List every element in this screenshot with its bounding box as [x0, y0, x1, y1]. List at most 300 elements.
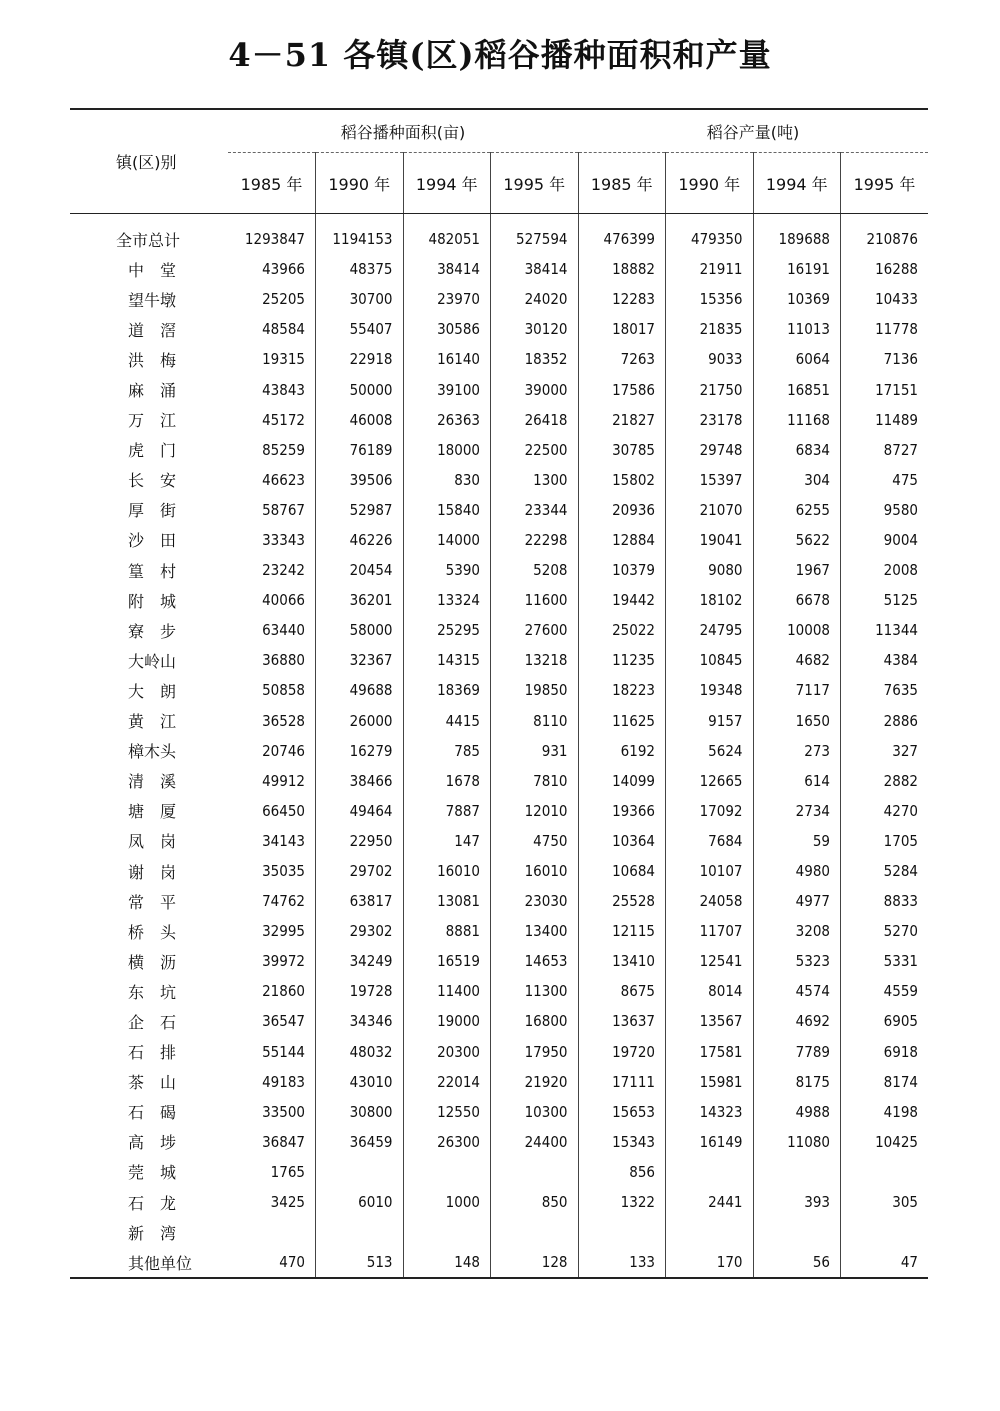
value-cell: 1194153 [316, 214, 404, 255]
row-label: 麻 涌 [128, 381, 177, 401]
row-label: 石 碣 [128, 1103, 177, 1123]
value-cell: 22298 [491, 525, 579, 555]
value-cell: 7810 [491, 766, 579, 796]
table-row [70, 1157, 928, 1187]
year-header: 1985 年 [578, 153, 666, 214]
value-cell: 12550 [403, 1097, 491, 1127]
value-cell: 5331 [883, 952, 918, 971]
row-label: 塘 厦 [128, 802, 177, 822]
value-cell: 36847 [228, 1127, 316, 1157]
value-cell: 22950 [316, 826, 404, 856]
table-row [70, 976, 928, 1006]
value-cell: 26300 [403, 1127, 491, 1157]
table-row [70, 1006, 928, 1036]
row-label: 桥 头 [128, 922, 177, 942]
year-header: 1995 年 [491, 153, 579, 214]
value-cell: 482051 [403, 214, 491, 255]
value-cell: 16140 [403, 344, 491, 374]
row-label: 樟木头 [128, 742, 177, 762]
value-cell [491, 1157, 579, 1187]
value-cell: 30800 [316, 1097, 404, 1127]
value-cell: 36547 [228, 1006, 316, 1036]
value-cell: 23178 [666, 405, 754, 435]
table-row [70, 886, 928, 916]
table-row [70, 826, 928, 856]
stub-header: 镇(区)别 [70, 109, 228, 214]
value-cell: 11778 [875, 320, 918, 339]
value-cell: 16191 [753, 254, 841, 284]
value-cell: 26418 [491, 405, 579, 435]
value-cell: 47 [841, 1247, 929, 1278]
value-cell: 14000 [403, 525, 491, 555]
row-label: 谢 岗 [128, 862, 177, 882]
value-cell: 1967 [753, 555, 841, 585]
value-cell: 58000 [316, 615, 404, 645]
value-cell: 74762 [228, 886, 316, 916]
value-cell: 10684 [578, 856, 666, 886]
value-cell: 7136 [883, 350, 918, 369]
value-cell: 66450 [228, 796, 316, 826]
value-cell: 475 [892, 470, 918, 489]
value-cell: 48375 [316, 254, 404, 284]
value-cell: 49464 [316, 796, 404, 826]
value-cell: 18882 [578, 254, 666, 284]
value-cell: 46623 [228, 465, 316, 495]
value-cell: 17151 [875, 380, 918, 399]
value-cell: 8174 [883, 1072, 918, 1091]
value-cell: 25205 [228, 284, 316, 314]
value-cell: 24795 [666, 615, 754, 645]
value-cell: 19315 [228, 344, 316, 374]
value-cell: 13637 [578, 1006, 666, 1036]
value-cell: 6064 [753, 344, 841, 374]
value-cell: 29302 [316, 916, 404, 946]
value-cell: 46008 [316, 405, 404, 435]
value-cell: 2882 [883, 771, 918, 790]
rice-statistics-table [70, 108, 928, 1279]
value-cell: 12115 [578, 916, 666, 946]
table-row [70, 1097, 928, 1127]
value-cell: 32367 [316, 645, 404, 675]
value-cell: 1300 [491, 465, 579, 495]
value-cell [666, 1217, 754, 1247]
value-cell: 4559 [883, 982, 918, 1001]
table-row [70, 344, 928, 374]
row-label: 茶 山 [128, 1073, 177, 1093]
value-cell: 21827 [578, 405, 666, 435]
value-cell: 14323 [666, 1097, 754, 1127]
value-cell: 21835 [666, 314, 754, 344]
value-cell: 5622 [753, 525, 841, 555]
value-cell: 12283 [578, 284, 666, 314]
value-cell: 23970 [403, 284, 491, 314]
row-label: 新 湾 [128, 1223, 177, 1243]
value-cell: 49688 [316, 675, 404, 705]
table-row [70, 254, 928, 284]
year-header: 1994 年 [753, 153, 841, 214]
value-cell: 128 [491, 1247, 579, 1278]
row-label: 附 城 [128, 591, 177, 611]
value-cell: 9033 [666, 344, 754, 374]
value-cell: 5323 [753, 946, 841, 976]
value-cell: 16010 [491, 856, 579, 886]
value-cell [491, 1217, 579, 1247]
value-cell: 15840 [403, 495, 491, 525]
value-cell: 14099 [578, 766, 666, 796]
value-cell: 25022 [578, 615, 666, 645]
value-cell [316, 1217, 404, 1247]
value-cell: 22500 [491, 435, 579, 465]
value-cell: 36880 [228, 645, 316, 675]
value-cell: 11400 [403, 976, 491, 1006]
value-cell: 9080 [666, 555, 754, 585]
value-cell: 85259 [228, 435, 316, 465]
value-cell: 527594 [491, 214, 579, 255]
row-label: 中 堂 [128, 260, 177, 280]
value-cell: 39100 [403, 374, 491, 404]
value-cell: 10008 [753, 615, 841, 645]
table-row [70, 1187, 928, 1217]
value-cell: 6918 [883, 1042, 918, 1061]
value-cell: 1678 [403, 766, 491, 796]
value-cell: 58767 [228, 495, 316, 525]
value-cell: 18102 [666, 585, 754, 615]
table-row [70, 946, 928, 976]
value-cell: 7263 [578, 344, 666, 374]
value-cell: 34346 [316, 1006, 404, 1036]
value-cell: 3425 [228, 1187, 316, 1217]
value-cell: 20454 [316, 555, 404, 585]
value-cell: 273 [753, 736, 841, 766]
value-cell: 10107 [666, 856, 754, 886]
value-cell: 33343 [228, 525, 316, 555]
value-cell: 4574 [753, 976, 841, 1006]
row-label: 虎 门 [128, 441, 177, 461]
value-cell: 8014 [666, 976, 754, 1006]
value-cell: 10364 [578, 826, 666, 856]
table-body [70, 214, 928, 1279]
row-label: 寮 步 [128, 621, 177, 641]
value-cell: 34249 [316, 946, 404, 976]
value-cell: 133 [578, 1247, 666, 1278]
value-cell: 10425 [875, 1132, 918, 1151]
value-cell: 12665 [666, 766, 754, 796]
year-header: 1990 年 [666, 153, 754, 214]
value-cell: 931 [491, 736, 579, 766]
table-row [70, 1067, 928, 1097]
table-row [70, 856, 928, 886]
row-label: 黄 江 [128, 712, 177, 732]
value-cell: 4415 [403, 706, 491, 736]
value-cell: 48032 [316, 1037, 404, 1067]
row-label: 全市总计 [116, 230, 181, 250]
row-label: 高 埗 [128, 1133, 177, 1153]
value-cell [403, 1217, 491, 1247]
value-cell: 76189 [316, 435, 404, 465]
value-cell: 6192 [578, 736, 666, 766]
value-cell: 10369 [753, 284, 841, 314]
value-cell: 2886 [883, 711, 918, 730]
table-row [70, 675, 928, 705]
value-cell: 20936 [578, 495, 666, 525]
value-cell: 5208 [491, 555, 579, 585]
row-label: 常 平 [128, 892, 177, 912]
value-cell: 11707 [666, 916, 754, 946]
table-row [70, 1037, 928, 1067]
value-cell: 11300 [491, 976, 579, 1006]
value-cell: 6255 [753, 495, 841, 525]
value-cell: 49912 [228, 766, 316, 796]
year-header: 1985 年 [228, 153, 316, 214]
value-cell [841, 1157, 929, 1187]
value-cell: 36459 [316, 1127, 404, 1157]
value-cell: 21750 [666, 374, 754, 404]
value-cell: 210876 [866, 230, 918, 249]
value-cell: 23344 [491, 495, 579, 525]
value-cell: 4750 [491, 826, 579, 856]
value-cell: 63817 [316, 886, 404, 916]
value-cell: 39506 [316, 465, 404, 495]
table-row [70, 736, 928, 766]
value-cell: 8110 [491, 706, 579, 736]
value-cell: 8727 [883, 440, 918, 459]
value-cell: 38466 [316, 766, 404, 796]
value-cell: 17586 [578, 374, 666, 404]
value-cell: 6010 [316, 1187, 404, 1217]
value-cell: 52987 [316, 495, 404, 525]
value-cell: 21911 [666, 254, 754, 284]
value-cell: 36201 [316, 585, 404, 615]
value-cell: 25528 [578, 886, 666, 916]
row-label: 长 安 [128, 471, 177, 491]
table-row [70, 374, 928, 404]
table-row [70, 1247, 928, 1278]
value-cell: 8833 [883, 892, 918, 911]
value-cell: 4198 [883, 1102, 918, 1121]
table-row [70, 1217, 928, 1247]
value-cell: 39972 [228, 946, 316, 976]
value-cell: 5125 [883, 591, 918, 610]
value-cell: 15981 [666, 1067, 754, 1097]
value-cell: 16800 [491, 1006, 579, 1036]
table-row [70, 645, 928, 675]
value-cell: 39000 [491, 374, 579, 404]
value-cell [578, 1217, 666, 1247]
value-cell: 17950 [491, 1037, 579, 1067]
value-cell: 48584 [228, 314, 316, 344]
value-cell: 9157 [666, 706, 754, 736]
value-cell: 13081 [403, 886, 491, 916]
value-cell: 11080 [753, 1127, 841, 1157]
value-cell: 32995 [228, 916, 316, 946]
value-cell: 11344 [875, 621, 918, 640]
value-cell: 25295 [403, 615, 491, 645]
table-row [70, 314, 928, 344]
row-label: 石 龙 [128, 1193, 177, 1213]
value-cell: 50858 [228, 675, 316, 705]
value-cell: 22014 [403, 1067, 491, 1097]
value-cell: 189688 [753, 214, 841, 255]
value-cell [666, 1157, 754, 1187]
table-row [70, 706, 928, 736]
value-cell: 11168 [753, 405, 841, 435]
value-cell: 22918 [316, 344, 404, 374]
value-cell: 21860 [228, 976, 316, 1006]
value-cell: 23242 [228, 555, 316, 585]
value-cell [753, 1157, 841, 1187]
value-cell: 16288 [875, 260, 918, 279]
value-cell [841, 1217, 929, 1247]
value-cell: 59 [753, 826, 841, 856]
table-row [70, 615, 928, 645]
row-label: 万 江 [128, 411, 177, 431]
value-cell: 1765 [228, 1157, 316, 1187]
value-cell: 856 [578, 1157, 666, 1187]
table-row [70, 796, 928, 826]
value-cell: 6834 [753, 435, 841, 465]
value-cell: 23030 [491, 886, 579, 916]
row-label: 凤 岗 [128, 832, 177, 852]
value-cell: 49183 [228, 1067, 316, 1097]
value-cell: 14653 [491, 946, 579, 976]
value-cell: 43966 [228, 254, 316, 284]
value-cell: 7887 [403, 796, 491, 826]
value-cell: 12884 [578, 525, 666, 555]
value-cell: 55407 [316, 314, 404, 344]
value-cell: 10433 [875, 290, 918, 309]
value-cell: 13218 [491, 645, 579, 675]
value-cell: 5624 [666, 736, 754, 766]
value-cell: 18017 [578, 314, 666, 344]
row-label: 石 排 [128, 1043, 177, 1063]
value-cell [403, 1157, 491, 1187]
value-cell: 11600 [491, 585, 579, 615]
value-cell [316, 1157, 404, 1187]
value-cell: 6678 [753, 585, 841, 615]
value-cell: 5390 [403, 555, 491, 585]
value-cell: 18352 [491, 344, 579, 374]
value-cell: 21920 [491, 1067, 579, 1097]
value-cell: 8175 [753, 1067, 841, 1097]
value-cell: 1293847 [228, 214, 316, 255]
table-row [70, 435, 928, 465]
value-cell: 19728 [316, 976, 404, 1006]
value-cell [753, 1217, 841, 1247]
value-cell: 19348 [666, 675, 754, 705]
value-cell: 30120 [491, 314, 579, 344]
value-cell: 4384 [883, 651, 918, 670]
value-cell: 29748 [666, 435, 754, 465]
table-row [70, 495, 928, 525]
row-label: 沙 田 [128, 531, 177, 551]
value-cell: 27600 [491, 615, 579, 645]
value-cell: 34143 [228, 826, 316, 856]
value-cell: 7684 [666, 826, 754, 856]
table-row [70, 585, 928, 615]
value-cell: 19442 [578, 585, 666, 615]
value-cell: 20746 [228, 736, 316, 766]
table-row [70, 284, 928, 314]
value-cell: 850 [491, 1187, 579, 1217]
table-row [70, 555, 928, 585]
value-cell: 18223 [578, 675, 666, 705]
row-label: 企 石 [128, 1012, 177, 1032]
value-cell: 1650 [753, 706, 841, 736]
value-cell: 4682 [753, 645, 841, 675]
value-cell: 8675 [578, 976, 666, 1006]
value-cell: 9004 [883, 530, 918, 549]
value-cell: 13410 [578, 946, 666, 976]
value-cell: 13324 [403, 585, 491, 615]
value-cell: 2441 [666, 1187, 754, 1217]
value-cell: 13567 [666, 1006, 754, 1036]
year-header: 1994 年 [403, 153, 491, 214]
value-cell: 10379 [578, 555, 666, 585]
value-cell: 21070 [666, 495, 754, 525]
value-cell: 5284 [883, 862, 918, 881]
value-cell: 15397 [666, 465, 754, 495]
value-cell: 26000 [316, 706, 404, 736]
value-cell: 20300 [403, 1037, 491, 1067]
value-cell: 29702 [316, 856, 404, 886]
value-cell: 476399 [578, 214, 666, 255]
value-cell: 327 [892, 741, 918, 760]
value-cell: 7117 [753, 675, 841, 705]
value-cell: 11625 [578, 706, 666, 736]
table-row [70, 214, 928, 255]
table-row [70, 405, 928, 435]
value-cell: 50000 [316, 374, 404, 404]
value-cell: 9580 [883, 500, 918, 519]
value-cell: 30586 [403, 314, 491, 344]
value-cell: 4988 [753, 1097, 841, 1127]
value-cell: 14315 [403, 645, 491, 675]
value-cell: 24058 [666, 886, 754, 916]
value-cell: 24020 [491, 284, 579, 314]
value-cell: 8881 [403, 916, 491, 946]
value-cell: 10845 [666, 645, 754, 675]
value-cell: 33500 [228, 1097, 316, 1127]
value-cell: 4980 [753, 856, 841, 886]
row-label: 其他单位 [70, 1247, 228, 1278]
value-cell: 170 [666, 1247, 754, 1278]
value-cell: 2008 [883, 561, 918, 580]
value-cell: 35035 [228, 856, 316, 886]
table-row [70, 766, 928, 796]
value-cell: 18000 [403, 435, 491, 465]
value-cell: 30785 [578, 435, 666, 465]
value-cell: 2734 [753, 796, 841, 826]
value-cell: 18369 [403, 675, 491, 705]
value-cell: 1000 [403, 1187, 491, 1217]
row-label: 大 朗 [128, 681, 177, 701]
value-cell: 55144 [228, 1037, 316, 1067]
year-header: 1995 年 [841, 153, 929, 214]
value-cell: 19720 [578, 1037, 666, 1067]
value-cell: 16519 [403, 946, 491, 976]
value-cell: 17111 [578, 1067, 666, 1097]
value-cell: 7635 [883, 681, 918, 700]
value-cell: 148 [403, 1247, 491, 1278]
value-cell: 13400 [491, 916, 579, 946]
value-cell: 15653 [578, 1097, 666, 1127]
row-label: 洪 梅 [128, 350, 177, 370]
value-cell: 470 [228, 1247, 316, 1278]
value-cell: 30700 [316, 284, 404, 314]
value-cell: 614 [753, 766, 841, 796]
value-cell: 785 [403, 736, 491, 766]
value-cell: 10300 [491, 1097, 579, 1127]
